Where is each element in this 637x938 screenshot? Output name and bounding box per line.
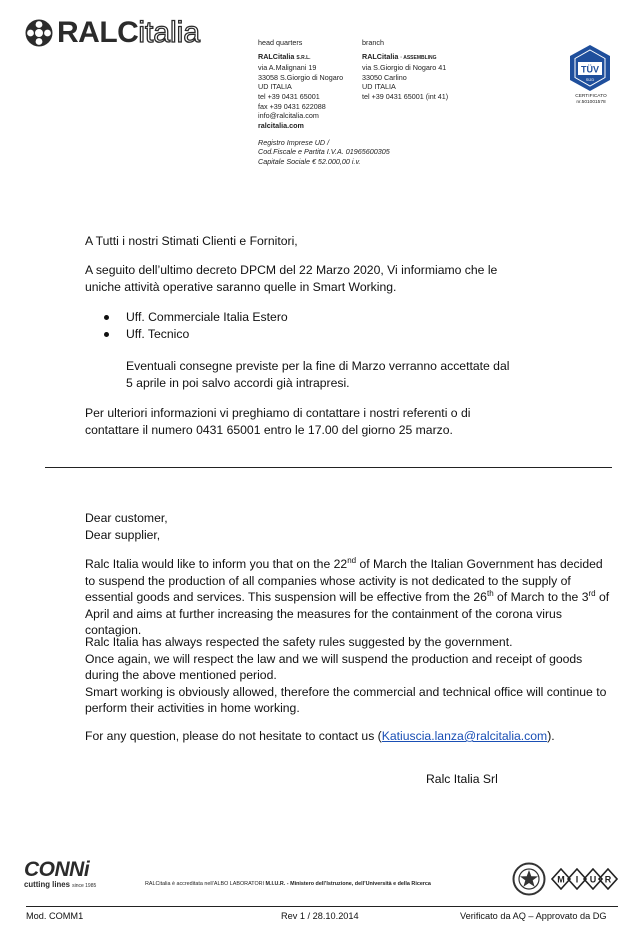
svg-text:U: U (589, 874, 597, 885)
signature: Ralc Italia Srl (426, 772, 498, 786)
footer-revision: Rev 1 / 28.10.2014 (281, 911, 359, 921)
certificate-caption (560, 94, 622, 106)
office-bullet-list (100, 309, 288, 342)
hq-company: RALCitalia S.R.L. (258, 51, 311, 61)
svg-text:M: M (557, 874, 565, 885)
english-contact-line: For any question, please do not hesitate to contact us (Katiuscia.lanza@ralcitalia.com). (85, 729, 555, 743)
italian-greeting: A Tutti i nostri Stimati Clienti e Fornitori, (85, 234, 298, 248)
hq-website-link[interactable]: ralcitalia.com (258, 120, 304, 130)
hq-line: fax +39 0431 622088 (258, 101, 326, 111)
conni-name: CONNi (24, 858, 90, 881)
hq-line: UD ITALIA (258, 82, 292, 92)
tuv-badge-text: TÜV (581, 64, 599, 75)
branch-line: 33050 Carlino (362, 72, 407, 82)
footer-rule (26, 906, 618, 907)
conni-logo (24, 860, 104, 891)
tuv-badge-sub: SÜD (585, 77, 595, 82)
registry-line: Registro Imprese UD / (258, 138, 330, 147)
safety-line: Smart working is obviously allowed, therefore the commercial and technical office will continue to perform their activities in home working. (85, 684, 607, 716)
branch-line: UD ITALIA (362, 82, 396, 92)
branch-block (362, 38, 448, 102)
italian-republic-emblem-icon (512, 862, 546, 896)
hq-line: 33058 S.Giorgio di Nogaro (258, 72, 344, 82)
branch-line: via S.Giorgio di Nogaro 41 (362, 63, 447, 73)
head-quarters-heading: head quarters (258, 38, 303, 47)
english-paragraph-suspension: Ralc Italia would like to inform you that on the 22nd of March the Italian Government has decided to suspend the production of all companies whose activity is not dedicated to the supply of essential goods and services. This suspension will be effective from the 26th of March to the 3rd of April and aims at further increasing the measures for the containment of the corona virus contagion. (85, 555, 610, 638)
greeting-customer: Dear customer, (85, 511, 168, 525)
bullet-item-technical: Uff. Tecnico (100, 326, 288, 343)
safety-line: Once again, we will respect the law and we will suspend the production and receipt of goods during the above mentioned period. (85, 651, 583, 683)
logo-wordmark: RALCitalia (57, 16, 201, 49)
greeting-supplier: Dear supplier, (85, 527, 161, 542)
svg-text:R: R (604, 874, 612, 885)
hq-line[interactable]: info@ralcitalia.com (258, 111, 319, 121)
safety-line: Ralc Italia has always respected the safety rules suggested by the government. (85, 635, 513, 649)
english-paragraph-safety (85, 634, 610, 717)
italian-intro: A seguito dell’ultimo decreto DPCM del 22 Marzo 2020, Vi informiamo che le uniche attività operative saranno quelle in Smart Working. (85, 263, 498, 294)
footer-module-code: Mod. COMM1 (26, 911, 84, 921)
registry-line: Capitale Sociale € 52.000,00 i.v. (258, 156, 361, 166)
certificate-label: CERTIFICATO (575, 94, 607, 99)
company-registry (258, 138, 390, 166)
ralc-logo (24, 16, 229, 50)
hq-line: tel +39 0431 65001 (258, 91, 320, 101)
hq-line: via A.Malignani 19 (258, 63, 317, 73)
contact-email-link[interactable]: Katiuscia.lanza@ralcitalia.com (381, 729, 548, 743)
registry-line: Cod.Fiscale e Partita I.V.A. 01965600305 (258, 147, 390, 157)
accreditation-note: RALCitalia è accreditata nell’ALBO LABORATORI M.I.U.R. - Ministero dell’Istruzione, dell’Università e della Ricerca (145, 881, 431, 887)
head-quarters-block (258, 38, 343, 130)
italian-deliveries: Eventuali consegne previste per la fine di Marzo verranno accettate dal 5 aprile in poi salvo accordi già intrapresi. (126, 359, 510, 390)
bullet-item-commercial: Uff. Commerciale Italia Estero (100, 309, 288, 326)
conni-tagline: cutting lines since 1985 (24, 880, 97, 889)
miur-logo-icon (550, 868, 618, 890)
section-divider (45, 467, 612, 468)
english-greeting (85, 510, 168, 543)
svg-text:I: I (575, 874, 579, 885)
italian-contacts: Per ulteriori informazioni vi preghiamo di contattare i nostri referenti o di contattare il numero 0431 65001 entro le 17.00 del giorno 25 marzo. (85, 406, 471, 437)
branch-line: tel +39 0431 65001 (int 41) (362, 91, 449, 101)
branch-heading: branch (362, 38, 384, 47)
branch-company: RALCitalia · ASSEMBLING (362, 51, 437, 61)
tuv-certification-icon (566, 44, 614, 92)
ralc-wheel-icon (24, 18, 54, 48)
footer-approval: Verificato da AQ – Approvato da DG (460, 911, 607, 921)
certificate-number: nr.501001578 (576, 100, 606, 105)
